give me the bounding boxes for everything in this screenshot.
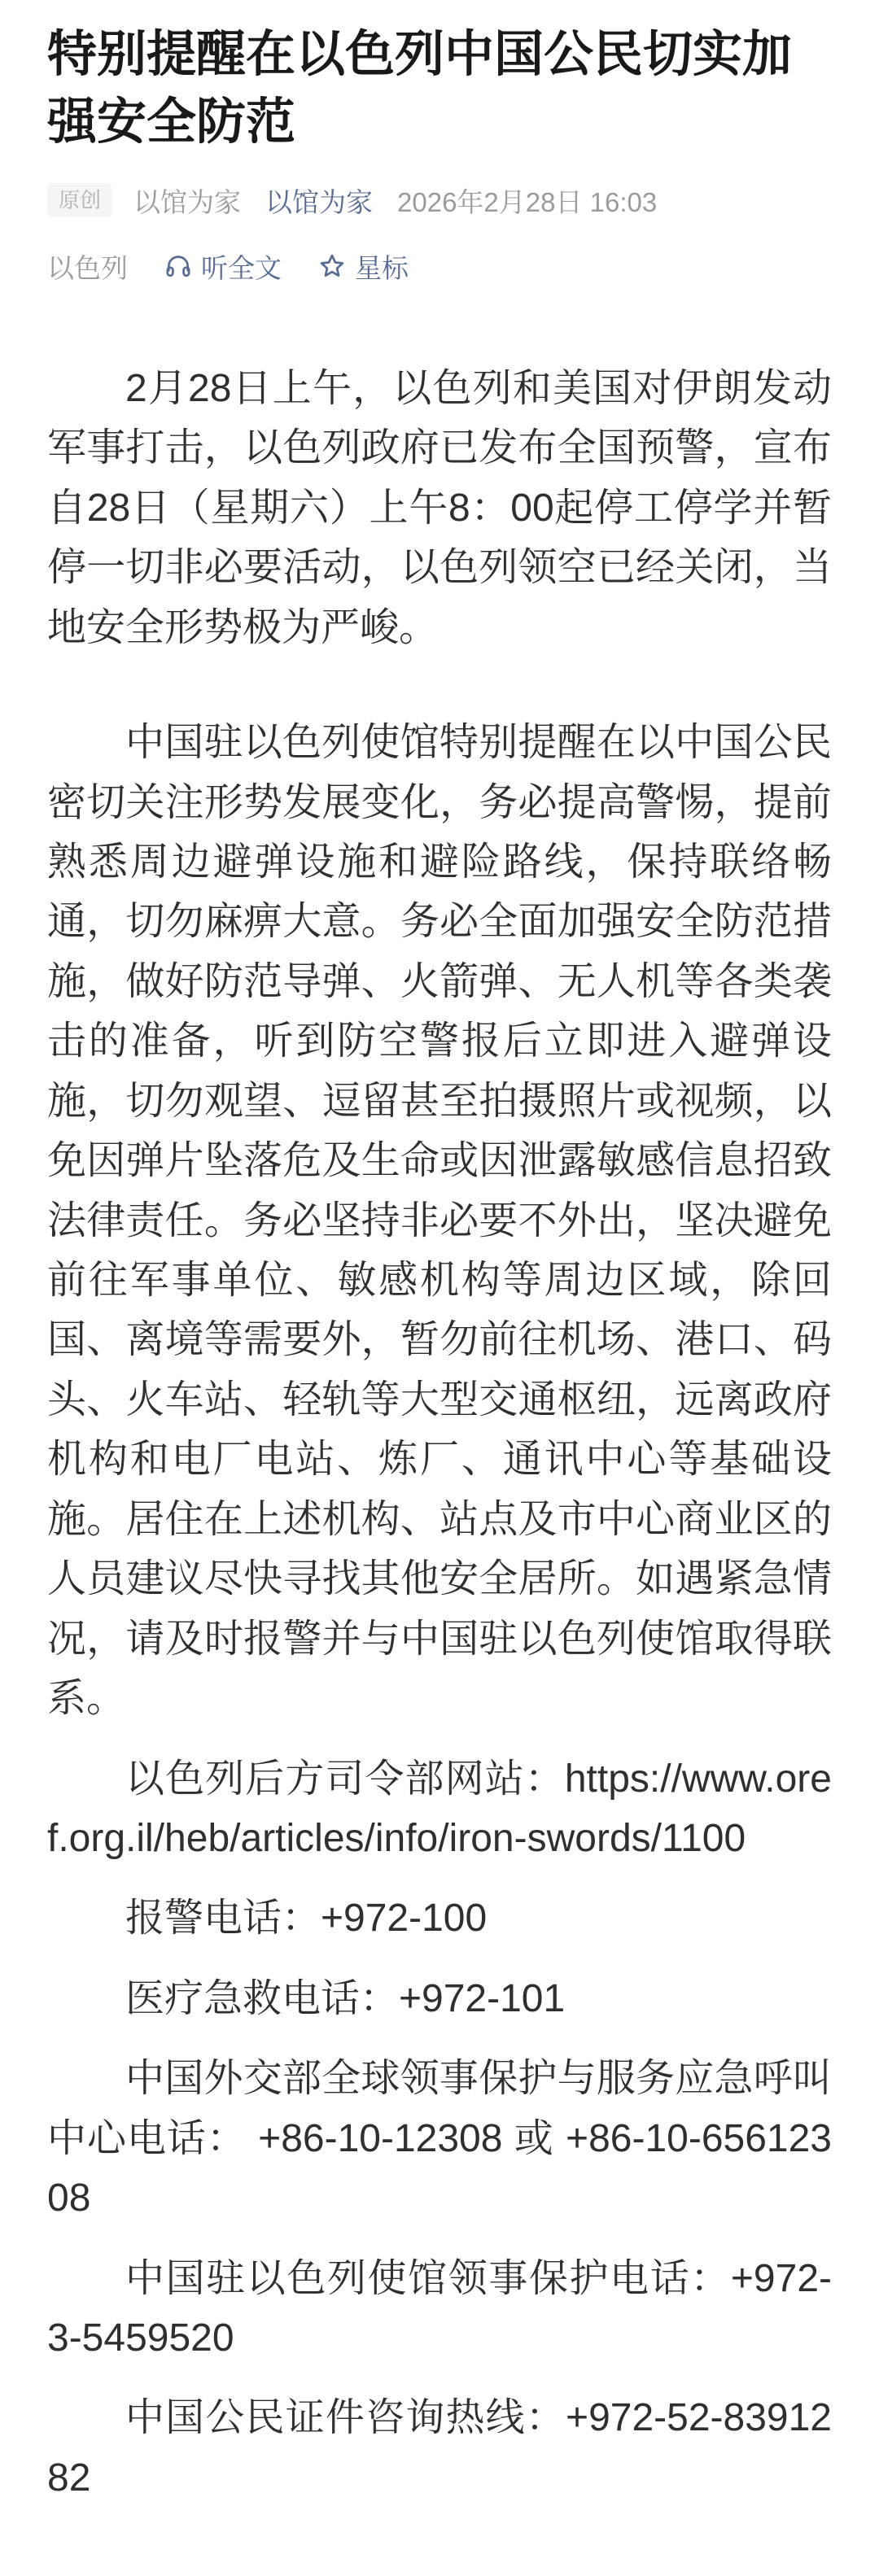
- body-paragraph-medical-phone: 医疗急救电话：+972-101: [125, 1976, 566, 2020]
- body-paragraph-website: 以色列后方司令部网站：https://www.oref.org.il/heb/articles/info/iron-swords/1100: [47, 1757, 832, 1860]
- star-label: 星标: [355, 252, 409, 283]
- star-button[interactable]: [317, 247, 409, 286]
- body-paragraph-police-phone: 报警电话：+972-100: [125, 1897, 488, 1941]
- article-body: [47, 359, 832, 2508]
- body-paragraph-document-hotline: 中国公民证件咨询热线：+972-52-8391282: [47, 2396, 832, 2500]
- listen-full-text-label: 听全文: [201, 252, 282, 283]
- author-name[interactable]: 以馆为家: [133, 186, 242, 217]
- article-meta-row: [47, 181, 832, 220]
- article-actions-row: [47, 247, 832, 286]
- headphones-icon: [164, 251, 193, 281]
- publish-date: 2026年2月28日 16:03: [397, 186, 658, 217]
- account-link[interactable]: 以馆为家: [265, 186, 374, 217]
- article-page: [0, 20, 879, 2508]
- page-title: 特别提醒在以色列中国公民切实加强安全防范: [47, 26, 793, 149]
- body-paragraph-mfa-hotline: 中国外交部全球领事保护与服务应急呼叫中心电话： +86-10-12308 或 +86-10-65612308: [47, 2057, 832, 2220]
- body-paragraph-embassy-phone: 中国驻以色列使馆领事保护电话：+972-3-5459520: [47, 2256, 832, 2360]
- body-paragraph-1: 2月28日上午，以色列和美国对伊朗发动军事打击，以色列政府已发布全国预警，宣布自28日（星期六）上午8：00起停工停学并暂停一切非必要活动，以色列领空已经关闭，当地安全形势极为严峻。: [47, 366, 832, 649]
- location-label: 以色列: [47, 252, 128, 283]
- original-badge: 原创: [47, 183, 112, 217]
- listen-full-text-button[interactable]: [164, 247, 282, 286]
- body-paragraph-2: 中国驻以色列使馆特别提醒在以中国公民密切关注形势发展变化，务必提高警惕，提前熟悉周边避弹设施和避险路线，保持联络畅通，切勿麻痹大意。务必全面加强安全防范措施，做好防范导弹、火箭弹、无人机等各类袭击的准备，听到防空警报后立即进入避弹设施，切勿观望、逗留甚至拍摄照片或视频，以免因弹片坠落危及生命或因泄露敏感信息招致法律责任。务必坚持非必要不外出，坚决避免前往军事单位、敏感机构等周边区域，除回国、离境等需要外，暂勿前往机场、港口、码头、火车站、轻轨等大型交通枢纽，远离政府机构和电厂电站、炼厂、通讯中心等基础设施。居住在上述机构、站点及市中心商业区的人员建议尽快寻找其他安全居所。如遇紧急情况，请及时报警并与中国驻以色列使馆取得联系。: [47, 721, 832, 1721]
- star-icon: [317, 251, 347, 281]
